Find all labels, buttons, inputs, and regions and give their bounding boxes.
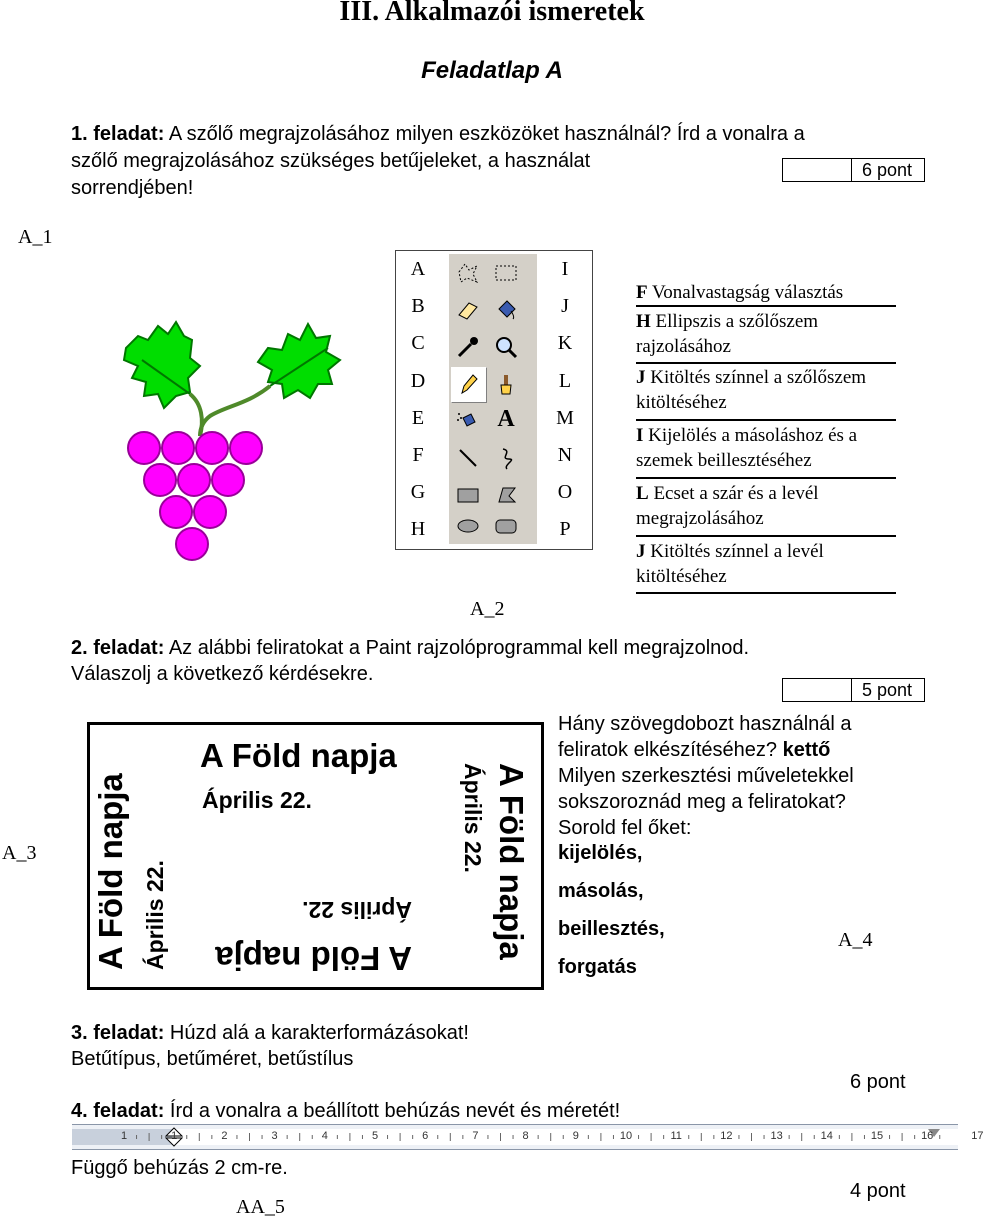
task3-points: 6 pont — [850, 1071, 906, 1093]
label-date-rotated-left: Április 22. — [142, 860, 168, 970]
ruler-number: 14 — [820, 1130, 833, 1142]
answer-rule — [636, 477, 896, 479]
ruler-number: 3 — [271, 1130, 278, 1142]
fill-bucket-icon[interactable] — [493, 297, 519, 323]
grape-berry — [176, 528, 208, 560]
brush-icon[interactable] — [493, 371, 519, 397]
tool-letter: G — [410, 481, 426, 504]
ruler-number: 2 — [221, 1130, 228, 1142]
ruler-number: 1 — [171, 1130, 178, 1142]
task2-points-box — [782, 678, 925, 702]
ruler-number: 13 — [770, 1130, 783, 1142]
answer-letter: F — [636, 282, 648, 303]
answer-letter: L — [636, 483, 649, 504]
tool-letter: L — [558, 369, 572, 392]
curve-tool-icon[interactable] — [493, 445, 519, 471]
answer-rule — [636, 362, 896, 364]
grape-berry — [194, 496, 226, 528]
tool-letter: N — [557, 443, 573, 466]
task2-line1 — [71, 634, 749, 662]
answer-line — [636, 309, 896, 359]
marker-aa5: AA_5 — [236, 1196, 285, 1218]
operation-item: beillesztés, — [558, 918, 665, 940]
grape-drawing — [118, 308, 343, 573]
paint-toolbox — [395, 250, 593, 550]
ruler-number: 4 — [321, 1130, 328, 1142]
label-title-rotated-right: A Föld napja — [493, 763, 530, 960]
answer-line — [636, 423, 896, 473]
ruler[interactable] — [72, 1124, 984, 1150]
marker-a4: A_4 — [838, 929, 873, 951]
tool-letter: D — [410, 369, 426, 392]
label-title-rotated-left: A Föld napja — [92, 773, 129, 970]
worksheet-subtitle: Feladatlap A — [421, 57, 563, 84]
answer-rule — [636, 419, 896, 421]
task3-text: Húzd alá a karakterformázásokat! — [164, 1022, 469, 1044]
answer-line — [636, 481, 896, 531]
ellipse-tool-icon[interactable] — [455, 513, 481, 539]
grape-berry — [144, 464, 176, 496]
page-title: III. Alkalmazói ismeretek — [339, 0, 645, 27]
task4-points: 4 pont — [850, 1180, 906, 1202]
grape-berry — [196, 432, 228, 464]
answer-rule — [636, 535, 896, 537]
answer-rule — [636, 305, 896, 307]
ruler-number: 10 — [619, 1130, 633, 1142]
tool-letter: J — [561, 295, 569, 318]
answer-rule — [636, 592, 896, 594]
task2-question1: Hány szövegdobozt használnál a feliratok elkészítéséhez? kettő — [558, 713, 852, 761]
task1-text-2: szőlő megrajzolásához szükséges betűjeleket, a használat — [71, 150, 591, 172]
left-leaf-icon — [124, 322, 200, 408]
pencil-icon[interactable] — [455, 371, 481, 397]
answer-letter: H — [636, 311, 651, 332]
task1-text-1: A szőlő megrajzolásához milyen eszközöket használnál? Írd a vonalra a — [164, 123, 805, 145]
ruler-number: 8 — [522, 1130, 529, 1142]
right-stem — [200, 386, 270, 436]
tool-letter: C — [411, 332, 425, 355]
task2-points: 5 pont — [861, 680, 912, 700]
magnifier-icon[interactable] — [493, 334, 519, 360]
label-date-rotated-right: Április 22. — [460, 763, 486, 873]
operation-item: kijelölés, — [558, 842, 643, 864]
marker-a2: A_2 — [470, 598, 505, 620]
tool-letter: P — [559, 518, 571, 541]
task2-question2: Milyen szerkesztési műveletekkel sokszoroznád meg a feliratokat? Sorold fel őket: — [558, 765, 854, 839]
label-date-flipped: Április 22. — [302, 897, 412, 923]
answer-text: Kijelölés a másoláshoz és a szemek beillesztéséhez — [636, 425, 858, 471]
polygon-tool-icon[interactable] — [493, 482, 519, 508]
answer-letter: I — [636, 425, 644, 446]
task2-answer1: kettő — [782, 739, 831, 761]
operation-item: másolás, — [558, 880, 644, 902]
task4-text: Írd a vonalra a beállított behúzás nevét és méretét! — [164, 1100, 621, 1122]
task3-answer: Betűtípus, betűméret, betűstílus — [71, 1048, 354, 1070]
tool-letter: E — [411, 406, 425, 429]
ruler-number: 5 — [371, 1130, 379, 1142]
tool-letter: M — [556, 406, 574, 429]
grape-berry — [128, 432, 160, 464]
ruler-number: 12 — [720, 1130, 733, 1142]
task1-points: 6 pont — [861, 160, 912, 180]
answer-line — [636, 280, 896, 305]
ruler-number: 15 — [870, 1130, 884, 1142]
tool-letter: O — [557, 481, 573, 504]
task4-line — [71, 1097, 620, 1125]
task3-line — [71, 1019, 469, 1047]
answer-line — [636, 539, 896, 589]
grape-berry — [160, 496, 192, 528]
ruler-number: 17 — [971, 1130, 984, 1142]
operation-item: forgatás — [558, 956, 637, 978]
tool-letter: I — [561, 258, 569, 280]
label-title-flipped: A Föld napja — [215, 940, 412, 977]
grape-berry — [230, 432, 262, 464]
label-date-upright: Április 22. — [202, 787, 312, 813]
grape-berry — [178, 464, 210, 496]
color-picker-icon[interactable] — [455, 334, 481, 360]
task2-text-1: Az alábbi feliratokat a Paint rajzolóprogrammal kell megrajzolnod. — [164, 637, 750, 659]
airbrush-icon[interactable] — [455, 408, 481, 434]
task4-label: 4. feladat: — [71, 1100, 165, 1122]
tool-letter: F — [412, 443, 424, 466]
task2-label: 2. feladat: — [71, 637, 165, 659]
task4-answer: Függő behúzás 2 cm-re. — [71, 1157, 288, 1179]
ruler-number: 1 — [120, 1130, 128, 1142]
ruler-number: 9 — [572, 1130, 579, 1142]
task2-text-2: Válaszolj a következő kérdésekre. — [71, 663, 374, 685]
rounded-rect-tool-icon[interactable] — [493, 513, 519, 539]
tool-palette — [449, 254, 537, 544]
task1-points-box — [782, 158, 925, 182]
answer-text: Vonalvastagság választás — [647, 282, 844, 303]
marker-a1: A_1 — [18, 226, 53, 248]
answer-line — [636, 365, 896, 415]
ruler-number: 6 — [422, 1130, 429, 1142]
answer-text: Kitöltés színnel a szőlőszem kitöltéséhez — [636, 367, 867, 413]
ruler-number: 16 — [921, 1130, 934, 1142]
answer-text: Kitöltés színnel a levél kitöltéséhez — [636, 541, 824, 587]
line-tool-icon[interactable] — [455, 445, 481, 471]
grape-berry — [162, 432, 194, 464]
ruler-number: 7 — [472, 1130, 479, 1142]
tool-letter: H — [410, 518, 426, 541]
marker-a3: A_3 — [2, 842, 37, 864]
text-tool-icon[interactable]: A — [497, 406, 515, 432]
answer-letter: J — [636, 367, 646, 388]
rect-select-icon[interactable] — [493, 260, 519, 286]
task1-line1 — [71, 120, 805, 148]
eraser-icon[interactable] — [455, 297, 481, 323]
rotated-labels-box — [87, 722, 544, 990]
grape-cluster — [128, 432, 262, 560]
ruler-number: 11 — [670, 1130, 682, 1142]
label-title-upright: A Föld napja — [200, 737, 397, 774]
rectangle-tool-icon[interactable] — [455, 482, 481, 508]
task1-text-3: sorrendjében! — [71, 177, 194, 199]
tool-letter: K — [557, 332, 573, 355]
tool-letter: B — [411, 295, 425, 318]
answer-text: Ecset a szár és a levél megrajzolásához — [636, 483, 819, 529]
answer-text: Ellipszis a szőlőszem rajzolásához — [636, 311, 819, 357]
answer-letter: J — [636, 541, 646, 562]
tool-letter: A — [410, 258, 426, 280]
grape-berry — [212, 464, 244, 496]
task1-label: 1. feladat: — [71, 123, 165, 145]
task3-label: 3. feladat: — [71, 1022, 165, 1044]
free-select-icon[interactable] — [455, 260, 481, 286]
